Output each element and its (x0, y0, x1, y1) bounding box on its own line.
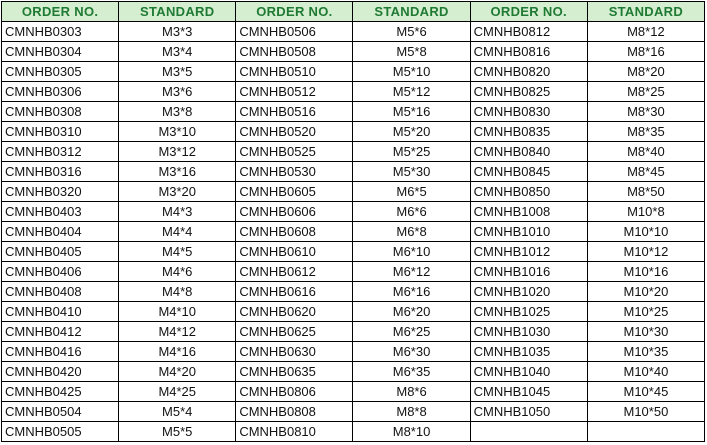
order-number-cell: CMNHB0616 (236, 282, 353, 302)
standard-cell: M8*40 (587, 142, 704, 162)
standard-cell: M4*10 (119, 302, 236, 322)
standard-cell: M6*16 (353, 282, 470, 302)
table-row (2, 262, 705, 282)
order-number-cell: CMNHB1016 (470, 262, 587, 282)
standard-cell: M8*45 (587, 162, 704, 182)
order-table (1, 1, 705, 442)
table-row (2, 402, 705, 422)
order-number-cell: CMNHB0520 (236, 122, 353, 142)
order-number-cell: CMNHB0820 (470, 62, 587, 82)
order-number-cell: CMNHB0510 (236, 62, 353, 82)
table-row (2, 382, 705, 402)
order-number-cell: CMNHB0606 (236, 202, 353, 222)
table-row (2, 202, 705, 222)
standard-cell: M6*25 (353, 322, 470, 342)
standard-cell: M3*4 (119, 42, 236, 62)
order-number-cell: CMNHB0610 (236, 242, 353, 262)
order-number-cell: CMNHB0530 (236, 162, 353, 182)
standard-cell: M5*12 (353, 82, 470, 102)
standard-cell: M8*20 (587, 62, 704, 82)
order-no-header: ORDER NO. (236, 2, 353, 22)
order-number-cell: CMNHB0303 (2, 22, 119, 42)
order-no-header: ORDER NO. (2, 2, 119, 22)
order-number-cell: CMNHB0406 (2, 262, 119, 282)
standard-cell: M6*6 (353, 202, 470, 222)
order-number-cell: CMNHB0308 (2, 102, 119, 122)
standard-cell: M3*10 (119, 122, 236, 142)
standard-cell: M8*50 (587, 182, 704, 202)
order-number-cell: CMNHB0625 (236, 322, 353, 342)
order-number-cell: CMNHB0830 (470, 102, 587, 122)
order-number-cell: CMNHB0605 (236, 182, 353, 202)
order-number-cell: CMNHB1008 (470, 202, 587, 222)
order-number-cell: CMNHB1045 (470, 382, 587, 402)
table-row (2, 122, 705, 142)
order-number-cell: CMNHB0840 (470, 142, 587, 162)
order-number-cell: CMNHB0816 (470, 42, 587, 62)
standard-cell: M8*8 (353, 402, 470, 422)
standard-cell: M10*20 (587, 282, 704, 302)
standard-cell: M3*20 (119, 182, 236, 202)
standard-cell: M4*20 (119, 362, 236, 382)
table-row (2, 22, 705, 42)
order-number-cell: CMNHB0812 (470, 22, 587, 42)
order-number-cell: CMNHB0508 (236, 42, 353, 62)
empty-cell (587, 422, 704, 442)
order-number-cell: CMNHB0835 (470, 122, 587, 142)
standard-cell: M10*30 (587, 322, 704, 342)
standard-cell: M4*16 (119, 342, 236, 362)
order-number-cell: CMNHB1010 (470, 222, 587, 242)
standard-cell: M3*6 (119, 82, 236, 102)
order-number-cell: CMNHB0416 (2, 342, 119, 362)
table-row (2, 42, 705, 62)
standard-cell: M4*6 (119, 262, 236, 282)
order-number-cell: CMNHB1040 (470, 362, 587, 382)
table-row (2, 82, 705, 102)
order-number-cell: CMNHB1020 (470, 282, 587, 302)
order-number-cell: CMNHB1050 (470, 402, 587, 422)
table-row (2, 342, 705, 362)
order-number-cell: CMNHB0420 (2, 362, 119, 382)
standard-cell: M5*5 (119, 422, 236, 442)
standard-cell: M6*10 (353, 242, 470, 262)
standard-cell: M10*12 (587, 242, 704, 262)
table-body (2, 22, 705, 442)
standard-cell: M5*20 (353, 122, 470, 142)
standard-cell: M5*10 (353, 62, 470, 82)
order-number-cell: CMNHB0504 (2, 402, 119, 422)
order-number-cell: CMNHB0825 (470, 82, 587, 102)
order-number-cell: CMNHB0810 (236, 422, 353, 442)
table-row (2, 222, 705, 242)
order-no-header: ORDER NO. (470, 2, 587, 22)
standard-cell: M5*6 (353, 22, 470, 42)
standard-cell: M4*5 (119, 242, 236, 262)
standard-header: STANDARD (353, 2, 470, 22)
table-row (2, 362, 705, 382)
standard-cell: M10*10 (587, 222, 704, 242)
order-number-cell: CMNHB0405 (2, 242, 119, 262)
standard-cell: M10*8 (587, 202, 704, 222)
table-row (2, 422, 705, 442)
order-number-cell: CMNHB1035 (470, 342, 587, 362)
table-row (2, 162, 705, 182)
standard-cell: M8*16 (587, 42, 704, 62)
order-number-cell: CMNHB0408 (2, 282, 119, 302)
standard-cell: M10*25 (587, 302, 704, 322)
standard-cell: M4*4 (119, 222, 236, 242)
table-row (2, 142, 705, 162)
table-row (2, 102, 705, 122)
header-row (2, 2, 705, 22)
standard-cell: M3*3 (119, 22, 236, 42)
order-number-cell: CMNHB0306 (2, 82, 119, 102)
standard-cell: M10*45 (587, 382, 704, 402)
order-number-cell: CMNHB0630 (236, 342, 353, 362)
standard-cell: M5*25 (353, 142, 470, 162)
order-number-cell: CMNHB0808 (236, 402, 353, 422)
order-number-cell: CMNHB0806 (236, 382, 353, 402)
order-number-cell: CMNHB0404 (2, 222, 119, 242)
standard-cell: M6*12 (353, 262, 470, 282)
standard-cell: M8*30 (587, 102, 704, 122)
standard-cell: M8*12 (587, 22, 704, 42)
order-number-cell: CMNHB0516 (236, 102, 353, 122)
table-row (2, 62, 705, 82)
standard-cell: M3*12 (119, 142, 236, 162)
standard-cell: M6*30 (353, 342, 470, 362)
standard-header: STANDARD (587, 2, 704, 22)
standard-cell: M5*4 (119, 402, 236, 422)
order-number-cell: CMNHB0403 (2, 202, 119, 222)
order-number-cell: CMNHB0850 (470, 182, 587, 202)
order-number-cell: CMNHB0305 (2, 62, 119, 82)
standard-cell: M4*12 (119, 322, 236, 342)
standard-cell: M10*40 (587, 362, 704, 382)
standard-cell: M5*8 (353, 42, 470, 62)
order-number-cell: CMNHB0506 (236, 22, 353, 42)
order-number-cell: CMNHB0845 (470, 162, 587, 182)
order-number-cell: CMNHB1012 (470, 242, 587, 262)
order-number-cell: CMNHB0425 (2, 382, 119, 402)
order-number-cell: CMNHB1030 (470, 322, 587, 342)
standard-cell: M4*25 (119, 382, 236, 402)
order-number-cell: CMNHB0304 (2, 42, 119, 62)
table-row (2, 302, 705, 322)
standard-cell: M8*25 (587, 82, 704, 102)
standard-header: STANDARD (119, 2, 236, 22)
order-number-cell: CMNHB0410 (2, 302, 119, 322)
standard-cell: M10*35 (587, 342, 704, 362)
table-row (2, 242, 705, 262)
table-row (2, 182, 705, 202)
table-row (2, 322, 705, 342)
standard-cell: M3*16 (119, 162, 236, 182)
standard-cell: M5*30 (353, 162, 470, 182)
order-number-cell: CMNHB0412 (2, 322, 119, 342)
order-number-cell: CMNHB0505 (2, 422, 119, 442)
standard-cell: M6*35 (353, 362, 470, 382)
order-number-cell: CMNHB0608 (236, 222, 353, 242)
standard-cell: M6*20 (353, 302, 470, 322)
standard-cell: M8*10 (353, 422, 470, 442)
order-number-cell: CMNHB0525 (236, 142, 353, 162)
standard-cell: M4*3 (119, 202, 236, 222)
standard-cell: M8*35 (587, 122, 704, 142)
standard-cell: M6*8 (353, 222, 470, 242)
standard-cell: M6*5 (353, 182, 470, 202)
order-number-cell: CMNHB0312 (2, 142, 119, 162)
order-number-cell: CMNHB0635 (236, 362, 353, 382)
empty-cell (470, 422, 587, 442)
standard-cell: M3*8 (119, 102, 236, 122)
standard-cell: M3*5 (119, 62, 236, 82)
standard-cell: M10*50 (587, 402, 704, 422)
order-number-cell: CMNHB0316 (2, 162, 119, 182)
standard-cell: M4*8 (119, 282, 236, 302)
standard-cell: M8*6 (353, 382, 470, 402)
table-row (2, 282, 705, 302)
order-number-cell: CMNHB0612 (236, 262, 353, 282)
order-number-cell: CMNHB0320 (2, 182, 119, 202)
standard-cell: M5*16 (353, 102, 470, 122)
order-number-cell: CMNHB0512 (236, 82, 353, 102)
standard-cell: M10*16 (587, 262, 704, 282)
order-number-cell: CMNHB1025 (470, 302, 587, 322)
order-number-cell: CMNHB0620 (236, 302, 353, 322)
order-number-cell: CMNHB0310 (2, 122, 119, 142)
